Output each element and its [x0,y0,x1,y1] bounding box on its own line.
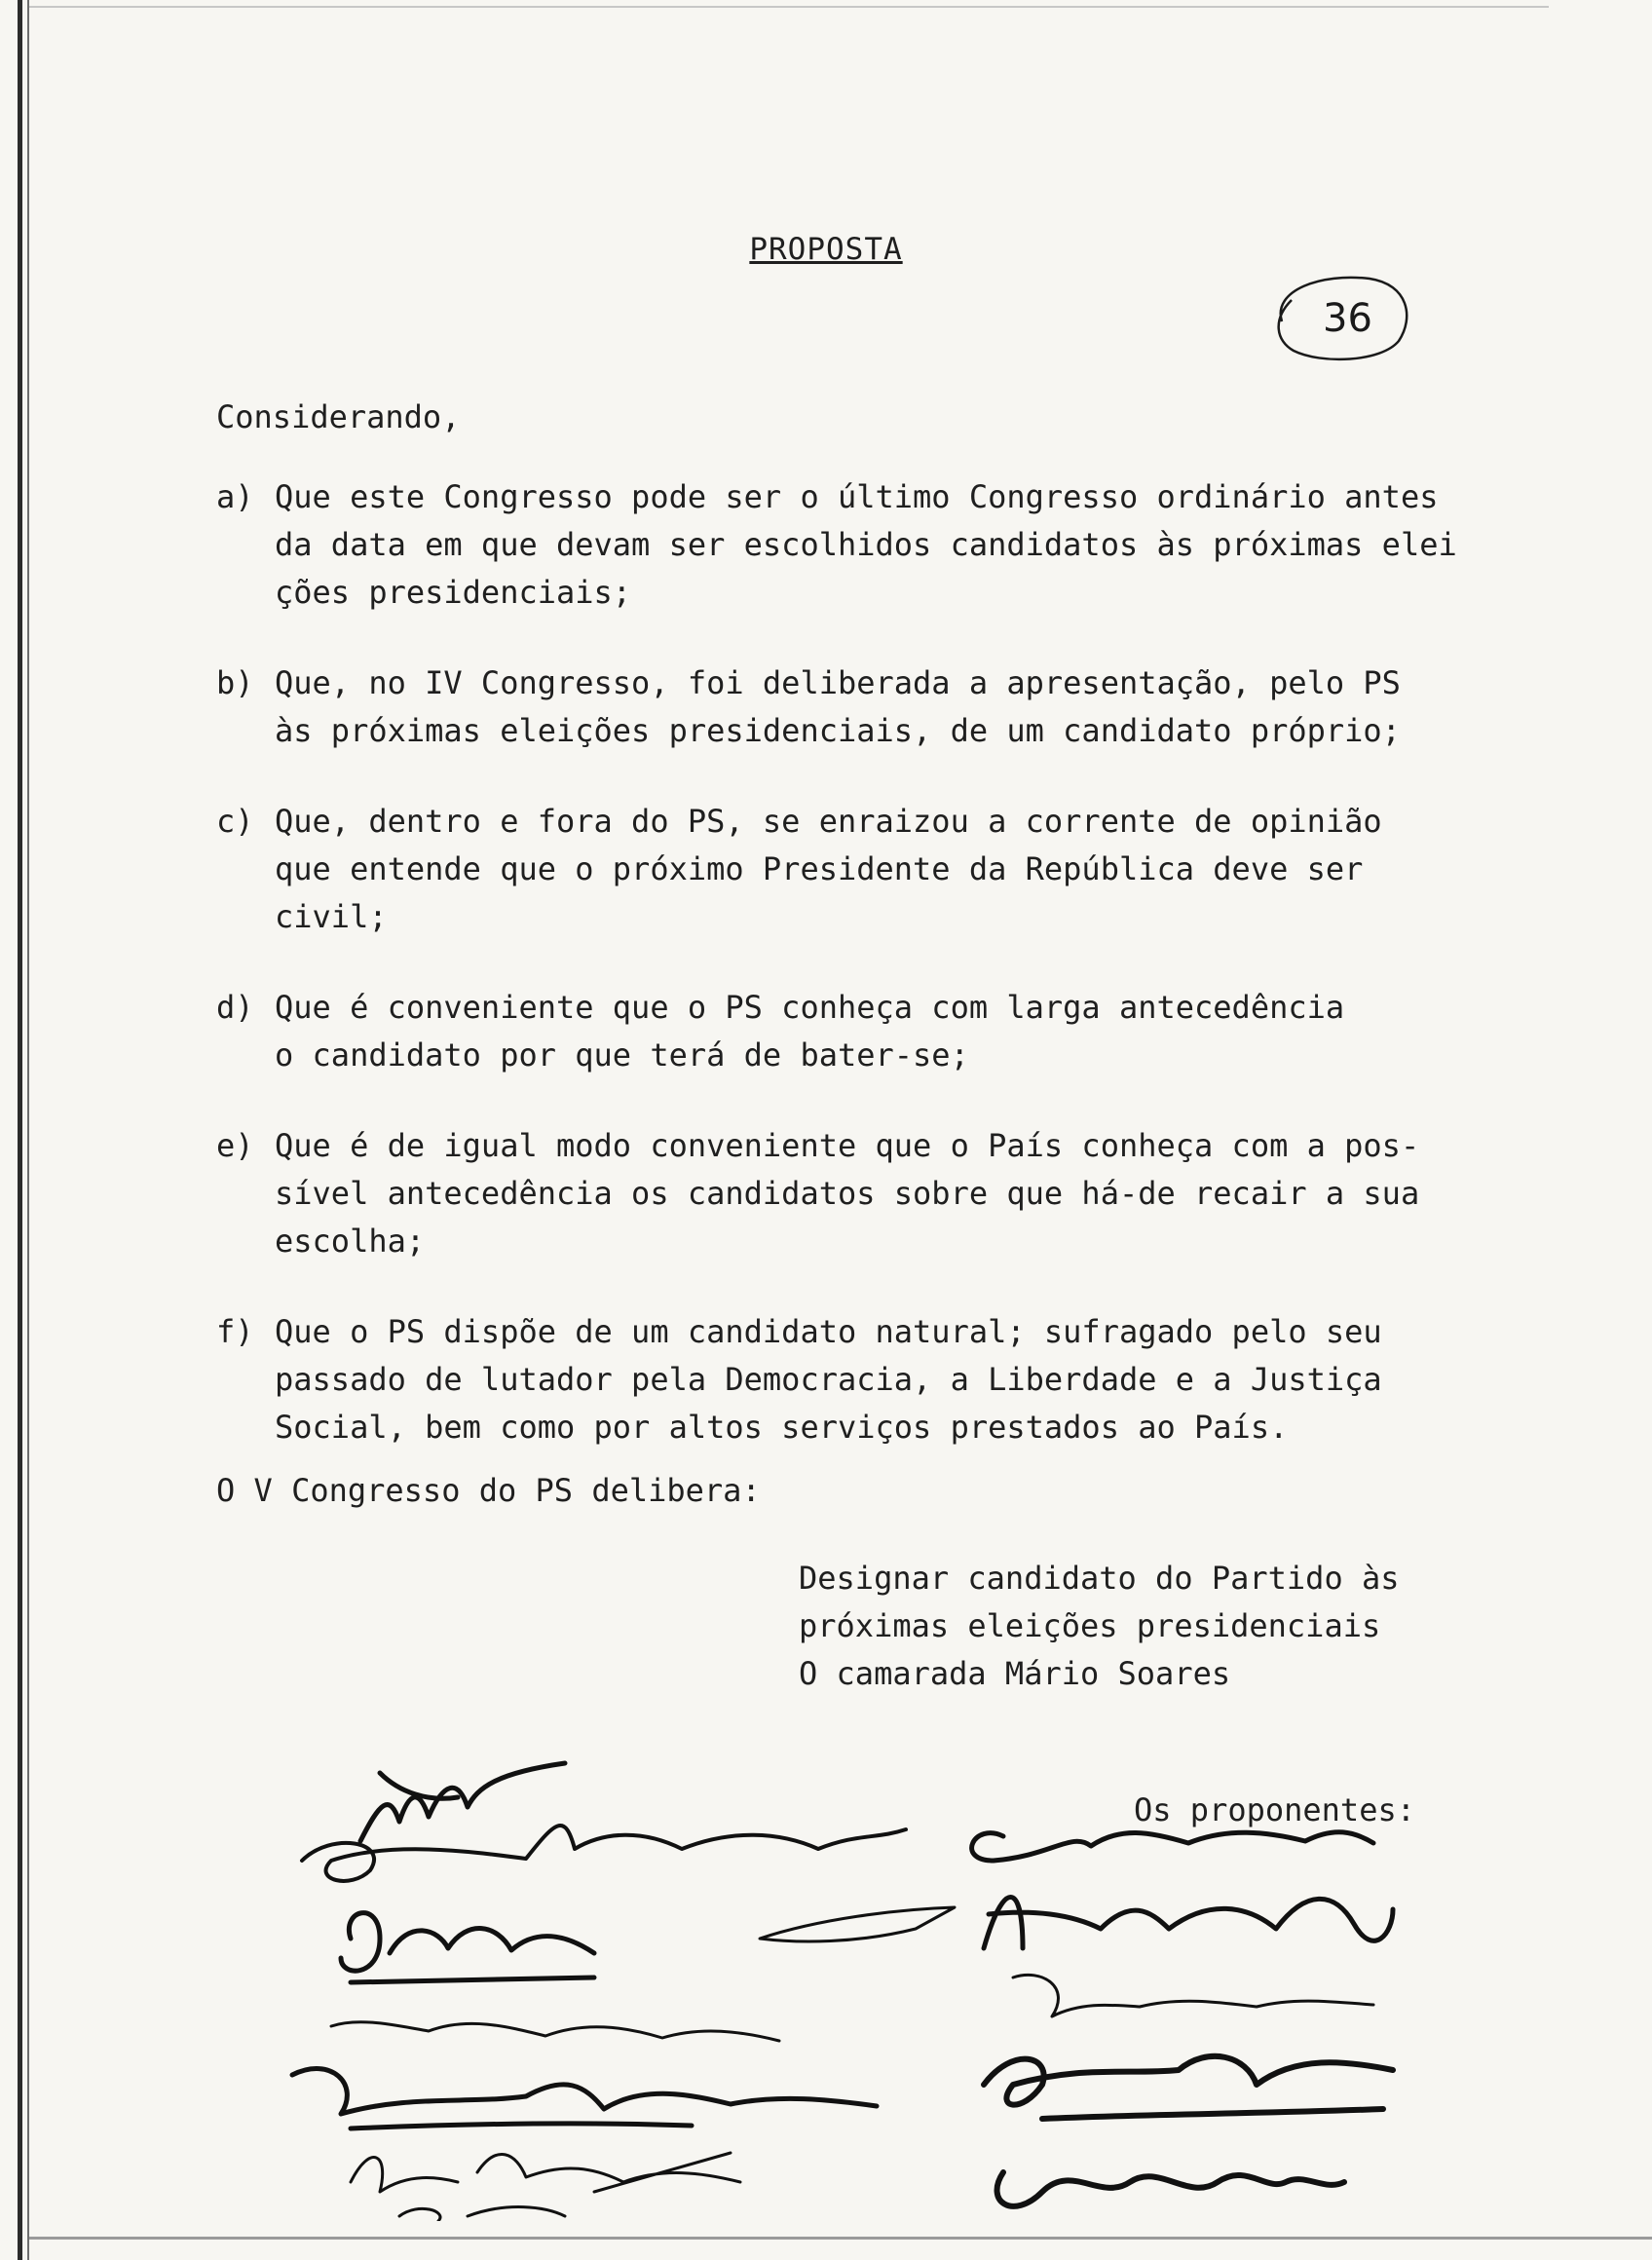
signature-8 [972,1832,1373,1861]
item-line: Que, dentro e fora do PS, se enraizou a corrente de opinião [275,803,1382,840]
decision-line: O camarada Mário Soares [799,1655,1231,1692]
decision-line: próximas eleições presidenciais [799,1607,1381,1644]
item-letter: c) [216,803,254,840]
item-line: Social, bem como por altos serviços prestados ao País. [275,1409,1289,1446]
considerations-list [216,473,1521,1494]
list-item [216,473,1521,617]
signature-9 [984,1898,1393,1949]
signature-12 [997,2172,1344,2206]
item-text [275,984,1521,1079]
item-letter: f) [216,1313,254,1350]
scan-edge-bottom [29,2237,1652,2240]
scan-edge-left [18,0,22,2260]
item-line: passado de lutador pela Democracia, a Liberdade e a Justiça [275,1361,1382,1398]
signature-10 [1013,1975,1373,2016]
signatures-area [273,1734,1520,2221]
item-line: ções presidenciais; [275,574,632,611]
page-number-stamp [1262,261,1418,368]
item-line: civil; [275,898,388,935]
item-line: às próximas eleições presidenciais, de um candidato próprio; [275,712,1401,749]
page-number: 36 [1323,296,1372,341]
item-text [275,1122,1521,1265]
item-line: sível antecedência os candidatos sobre que há-de recair a sua [275,1175,1420,1212]
decision-block [799,1555,1539,1698]
signature-1 [360,1763,565,1841]
item-letter: a) [216,478,254,515]
signature-4 [331,2022,779,2041]
item-line: Que, no IV Congresso, foi deliberada a apresentação, pelo PS [275,664,1401,701]
item-line: que entende que o próximo Presidente da República deve ser [275,850,1364,887]
item-text [275,798,1521,941]
signature-11 [984,2056,1393,2119]
item-text [275,1308,1521,1451]
item-line: o candidato por que terá de bater-se; [275,1036,969,1074]
signature-2 [302,1826,906,1881]
signature-3 [341,1913,594,1982]
list-item [216,659,1521,755]
scan-edge-left-inner [27,0,29,2260]
item-line: Que é de igual modo conveniente que o País conheça com a pos- [275,1127,1420,1164]
resolution-text: O V Congresso do PS delibera: [216,1472,761,1509]
item-line: escolha; [275,1223,426,1260]
list-item [216,984,1521,1079]
list-item [216,1122,1521,1265]
signature-5 [292,2069,877,2128]
item-line: da data em que devam ser escolhidos candidatos às próximas elei [275,526,1457,563]
document-title: PROPOSTA [749,232,903,267]
proponents-label: Os proponentes: [1134,1791,1415,1828]
list-item [216,798,1521,941]
signature-3-stroke [760,1907,955,1941]
item-line: Que é conveniente que o PS conheça com larga antecedência [275,989,1345,1026]
item-line: Que o PS dispõe de um candidato natural; sufragado pelo seu [275,1313,1382,1350]
decision-line: Designar candidato do Partido às [799,1560,1400,1597]
item-letter: d) [216,989,254,1026]
item-line: Que este Congresso pode ser o último Congresso ordinário antes [275,478,1439,515]
signature-7 [399,2207,565,2221]
intro-text: Considerando, [216,398,461,435]
scan-edge-top [29,6,1549,8]
page-number-circle [1262,261,1418,368]
item-text [275,659,1521,755]
list-item [216,1308,1521,1451]
item-text [275,473,1521,617]
signature-6 [351,2153,740,2192]
item-letter: e) [216,1127,254,1164]
item-letter: b) [216,664,254,701]
handwritten-signatures [273,1734,1520,2221]
